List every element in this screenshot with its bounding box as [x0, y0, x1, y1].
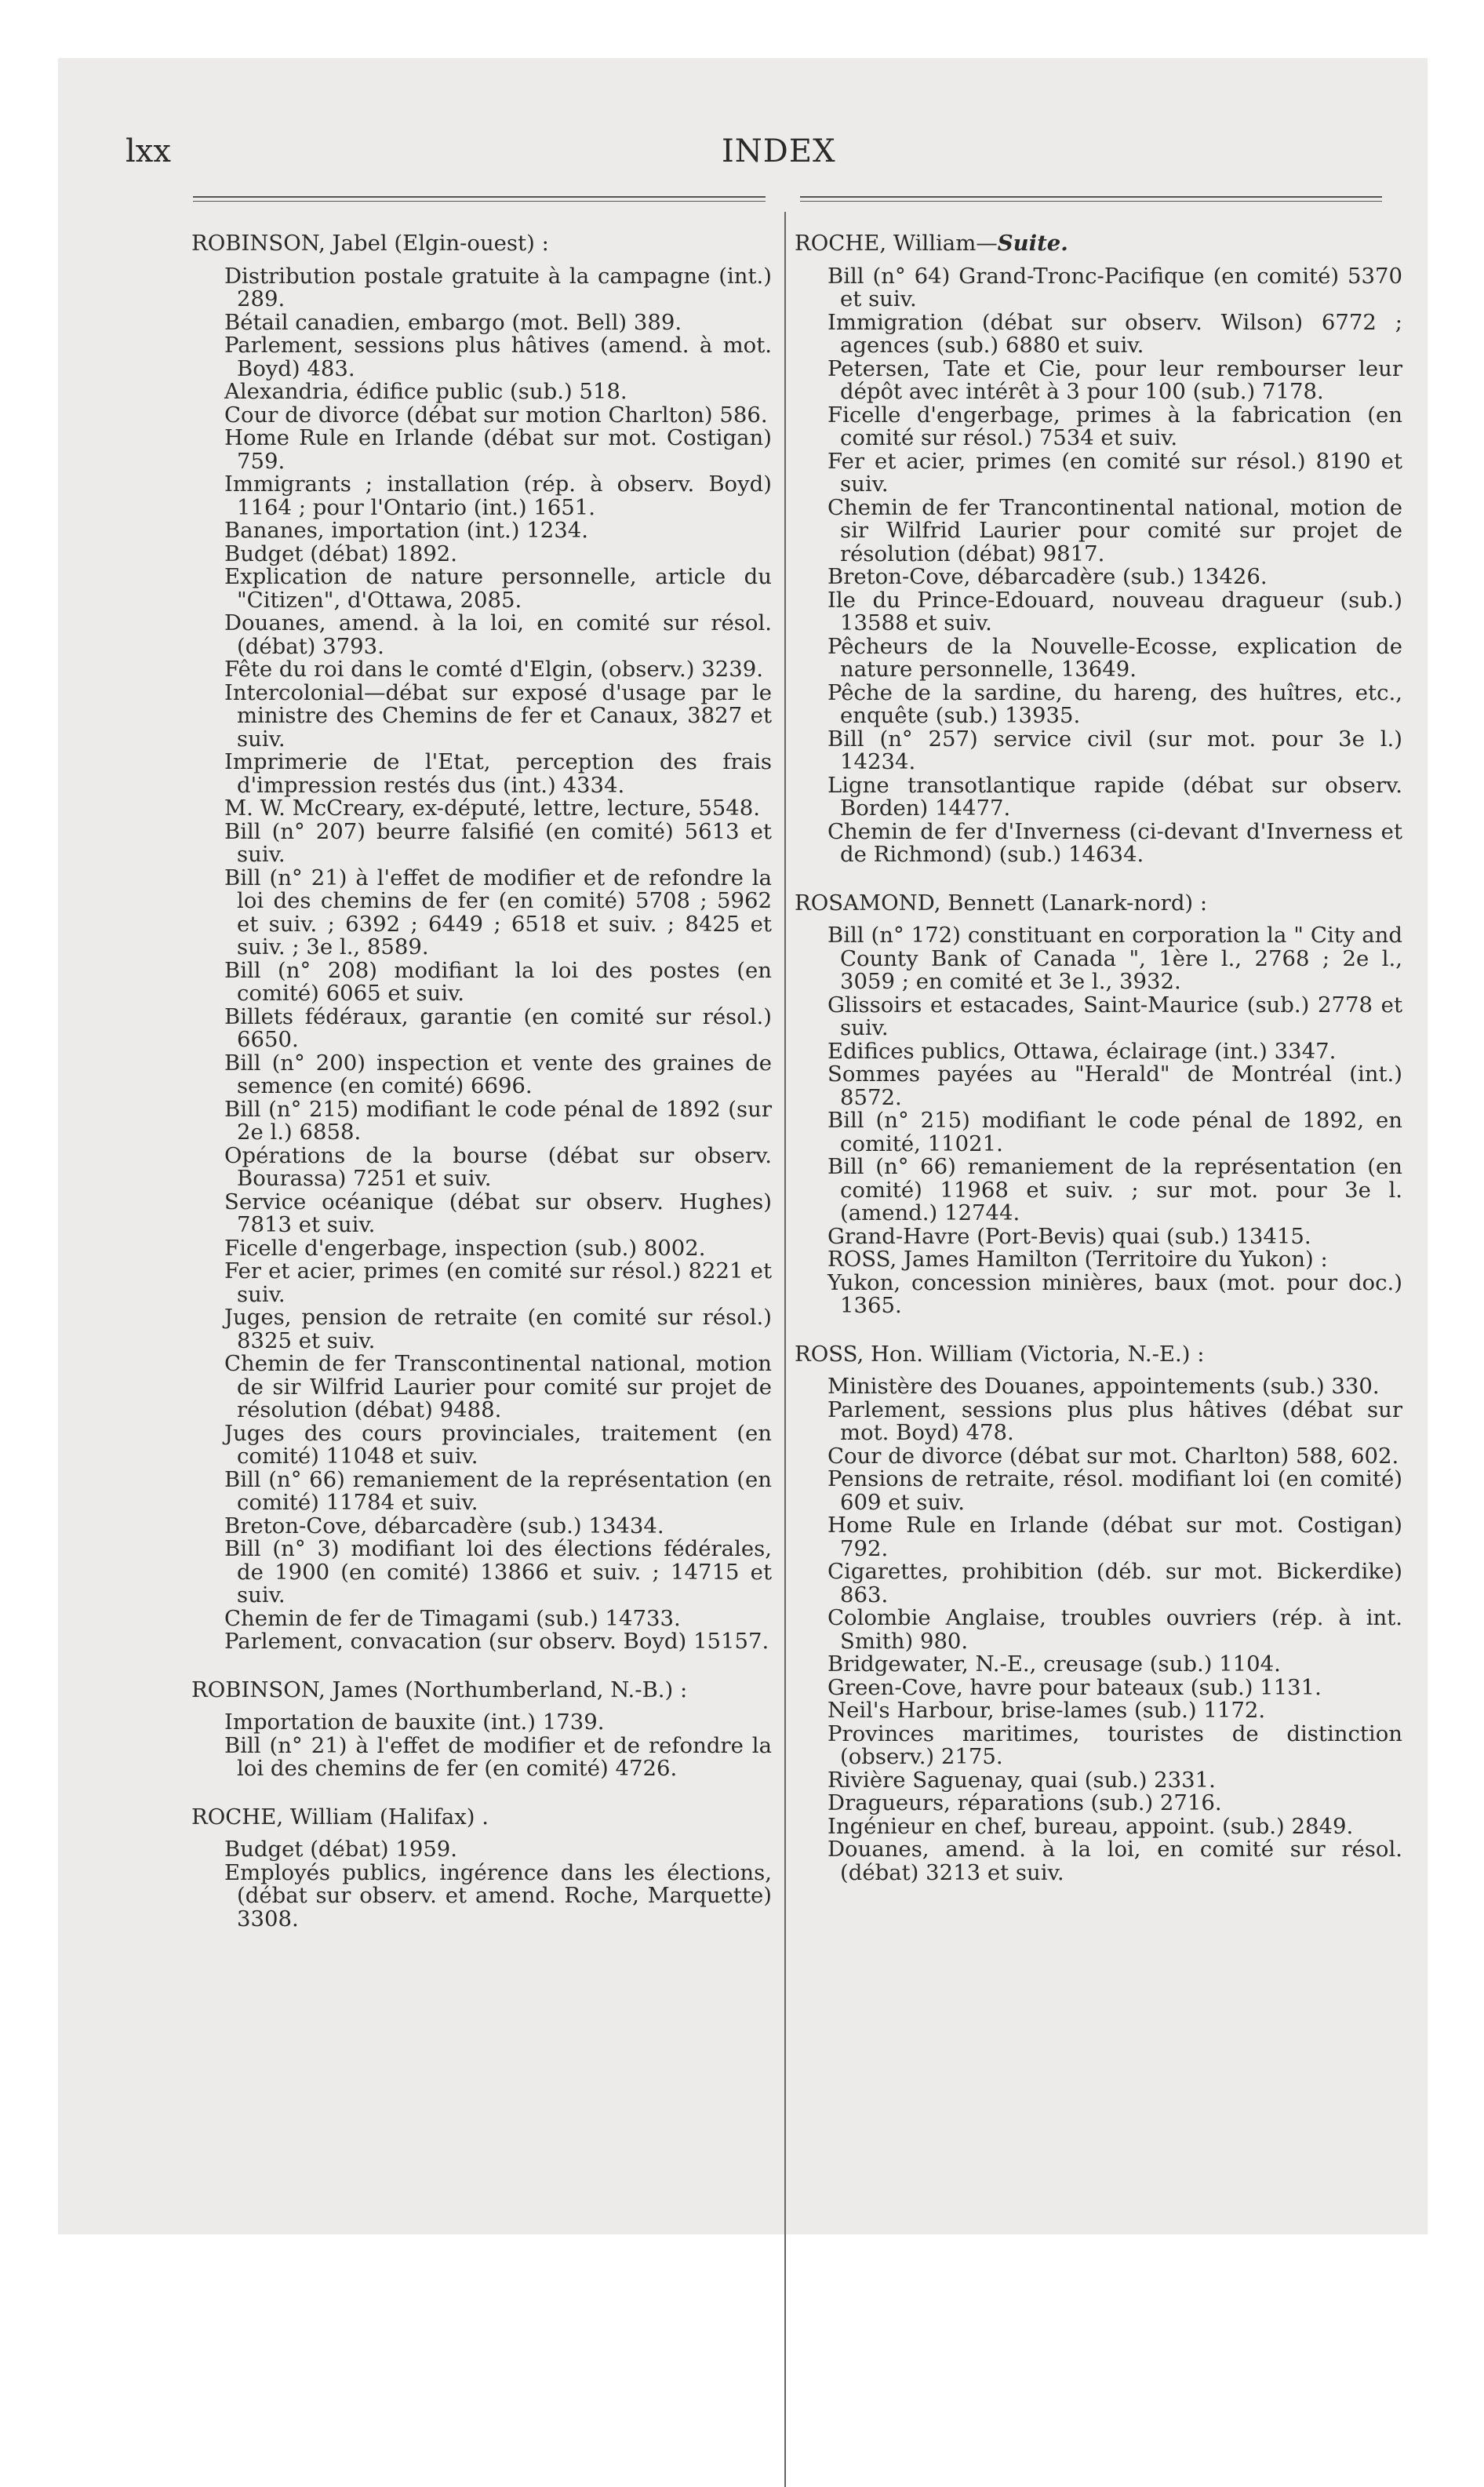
entry-items: [191, 265, 772, 1654]
entry-item: Breton-Cove, débarcadère (sub.) 13426.: [827, 564, 1268, 589]
entry-item: Opérations de la bourse (débat sur observ. Bourassa) 7251 et suiv.: [224, 1142, 772, 1191]
entry-item: Pensions de retraite, résol. modifiant loi (en comité) 609 et suiv.: [827, 1466, 1402, 1515]
index-entry: [191, 1679, 772, 1781]
entry-item: Grand-Havre (Port-Bevis) quai (sub.) 13415.: [827, 1223, 1311, 1249]
entry-item: Service océanique (débat sur observ. Hughes) 7813 et suiv.: [224, 1189, 772, 1237]
entry-item: Bétail canadien, embargo (mot. Bell) 389.: [224, 309, 682, 335]
index-entry: [795, 232, 1402, 867]
entry-name-text: ROCHE, William (Halifax) .: [191, 1804, 489, 1830]
entry-item: Parlement, sessions plus plus hâtives (débat sur mot. Boyd) 478.: [827, 1396, 1402, 1445]
entry-name: [191, 1679, 772, 1702]
entry-item: Pêche de la sardine, du hareng, des huîtres, etc., enquête (sub.) 13935.: [827, 679, 1402, 728]
entry-name: [191, 232, 772, 256]
entry-item: Douanes, amend. à la loi, en comité sur résol. (débat) 3213 et suiv.: [827, 1837, 1402, 1885]
entry-item: Chemin de fer d'Inverness (ci-devant d'Inverness et de Richmond) (sub.) 14634.: [827, 818, 1402, 867]
entry-item: Colombie Anglaise, troubles ouvriers (rép. à int. Smith) 980.: [827, 1605, 1402, 1654]
right-column: [795, 232, 1402, 1910]
header-rule-right: [800, 196, 1382, 198]
index-entry: [795, 1343, 1402, 1885]
entry-item: Chemin de fer Transcontinental national, motion de sir Wilfrid Laurier pour comité sur projet de résolution (débat) 9488.: [224, 1351, 772, 1422]
entry-item: Bill (n° 172) constituant en corporation la " City and County Bank of Canada ", 1ère l., 2768 ; 2e l., 3059 ; en comité et 3e l., 3932.: [827, 923, 1402, 994]
entry-item: Ile du Prince-Edouard, nouveau dragueur (sub.) 13588 et suiv.: [827, 587, 1402, 635]
header-rule-left-lower: [193, 201, 766, 202]
entry-item: Petersen, Tate et Cie, pour leur rembourser leur dépôt avec intérêt à 3 pour 100 (sub.) 7178.: [827, 355, 1402, 404]
entry-item: Budget (débat) 1959.: [224, 1837, 458, 1862]
entry-item: Explication de nature personnelle, article du "Citizen", d'Ottawa, 2085.: [224, 564, 772, 613]
entry-item: Cigarettes, prohibition (déb. sur mot. Bickerdike) 863.: [827, 1559, 1402, 1608]
entry-item: Juges, pension de retraite (en comité sur résol.) 8325 et suiv.: [224, 1305, 772, 1353]
entry-item: Neil's Harbour, brise-lames (sub.) 1172.: [827, 1698, 1266, 1723]
entry-item: M. W. McCreary, ex-député, lettre, lecture, 5548.: [224, 796, 761, 821]
entry-items: [795, 265, 1402, 867]
entry-name: [795, 1343, 1402, 1367]
entry-item: Distribution postale gratuite à la campagne (int.) 289.: [224, 263, 772, 311]
entry-name-suffix: Suite.: [997, 231, 1068, 256]
entry-item: Dragueurs, réparations (sub.) 2716.: [827, 1790, 1222, 1815]
entry-item: Chemin de fer de Timagami (sub.) 14733.: [224, 1605, 681, 1631]
entry-items: [191, 1711, 772, 1781]
entry-item: ROSS, James Hamilton (Territoire du Yukon) :: [827, 1247, 1328, 1272]
entry-item: Ministère des Douanes, appointements (sub.) 330.: [827, 1374, 1380, 1399]
entry-item: Cour de divorce (débat sur motion Charlton) 586.: [224, 402, 768, 428]
entry-item: Immigration (débat sur observ. Wilson) 6772 ; agences (sub.) 6880 et suiv.: [827, 309, 1402, 358]
entry-name: [191, 1806, 772, 1830]
entry-item: Bill (n° 21) à l'effet de modifier et de refondre la loi des chemins de fer (en comité) 5708 ; 5962 et suiv. ; 6392 ; 6449 ; 6518 et suiv. ; 8425 et suiv. ; 3e l., 8589.: [224, 865, 772, 959]
entry-items: [191, 1838, 772, 1931]
entry-name-text: ROSAMOND, Bennett (Lanark-nord) :: [795, 890, 1208, 916]
page-number: lxx: [125, 133, 171, 169]
entry-name: [795, 892, 1402, 916]
entry-item: Bill (n° 66) remaniement de la représentation (en comité) 11784 et suiv.: [224, 1466, 772, 1515]
entry-item: Bill (n° 207) beurre falsifié (en comité) 5613 et suiv.: [224, 818, 772, 867]
entry-item: Glissoirs et estacades, Saint-Maurice (sub.) 2778 et suiv.: [827, 992, 1402, 1040]
left-column: [191, 232, 772, 1956]
entry-item: Ligne transotlantique rapide (débat sur observ. Borden) 14477.: [827, 772, 1402, 821]
entry-item: Edifices publics, Ottawa, éclairage (int.) 3347.: [827, 1038, 1337, 1064]
entry-item: Ingénieur en chef, bureau, appoint. (sub.) 2849.: [827, 1813, 1354, 1839]
entry-item: Alexandria, édifice public (sub.) 518.: [224, 379, 627, 404]
entry-items: [795, 1375, 1402, 1884]
entry-item: Fer et acier, primes (en comité sur résol.) 8221 et suiv.: [224, 1258, 772, 1307]
entry-name: [795, 232, 1402, 256]
page-title: INDEX: [722, 133, 836, 169]
entry-item: Bananes, importation (int.) 1234.: [224, 518, 588, 543]
entry-item: Bill (n° 257) service civil (sur mot. pour 3e l.) 14234.: [827, 726, 1402, 774]
entry-item: Juges des cours provinciales, traitement (en comité) 11048 et suiv.: [224, 1420, 772, 1469]
entry-item: Douanes, amend. à la loi, en comité sur résol. (débat) 3793.: [224, 610, 772, 659]
index-entry: [191, 232, 772, 1654]
entry-name-text: ROBINSON, James (Northumberland, N.-B.) :: [191, 1677, 688, 1702]
index-entry: [795, 892, 1402, 1318]
entry-item: Ficelle d'engerbage, inspection (sub.) 8002.: [224, 1235, 706, 1261]
entry-item: Bill (n° 200) inspection et vente des graines de semence (en comité) 6696.: [224, 1050, 772, 1098]
entry-items: [795, 924, 1402, 1318]
entry-name-text: ROCHE, William—: [795, 231, 998, 256]
header-rule-right-lower: [800, 201, 1382, 202]
entry-item: Pêcheurs de la Nouvelle-Ecosse, explication de nature personnelle, 13649.: [827, 633, 1402, 682]
entry-item: Provinces maritimes, touristes de distinction (observ.) 2175.: [827, 1721, 1402, 1769]
page-header: [125, 133, 1380, 173]
entry-item: Bill (n° 215) modifiant le code pénal de 1892, en comité, 11021.: [827, 1108, 1402, 1156]
index-entry: [191, 1806, 772, 1932]
entry-item: Breton-Cove, débarcadère (sub.) 13434.: [224, 1513, 664, 1538]
entry-item: Immigrants ; installation (rép. à observ. Boyd) 1164 ; pour l'Ontario (int.) 1651.: [224, 472, 772, 520]
entry-item: Bill (n° 3) modifiant loi des élections fédérales, de 1900 (en comité) 13866 et suiv. ; 14715 et suiv.: [224, 1536, 772, 1608]
entry-item: Budget (débat) 1892.: [224, 541, 458, 566]
entry-item: Bill (n° 21) à l'effet de modifier et de refondre la loi des chemins de fer (en comité) 4726.: [224, 1732, 772, 1781]
entry-item: Fête du roi dans le comté d'Elgin, (observ.) 3239.: [224, 657, 763, 682]
entry-item: Fer et acier, primes (en comité sur résol.) 8190 et suiv.: [827, 448, 1402, 497]
entry-item: Employés publics, ingérence dans les élections, (débat sur observ. et amend. Roche, Marquette) 3308.: [224, 1859, 772, 1932]
entry-item: Parlement, sessions plus hâtives (amend. à mot. Boyd) 483.: [224, 333, 772, 381]
entry-item: Importation de bauxite (int.) 1739.: [224, 1710, 605, 1735]
entry-item: Green-Cove, havre pour bateaux (sub.) 1131.: [827, 1674, 1322, 1700]
entry-item: Intercolonial—débat sur exposé d'usage par le ministre des Chemins de fer et Canaux, 3827 et suiv.: [224, 679, 772, 752]
entry-name-text: ROBINSON, Jabel (Elgin-ouest) :: [191, 231, 549, 256]
entry-item: Bill (n° 208) modifiant la loi des postes (en comité) 6065 et suiv.: [224, 957, 772, 1006]
entry-item: Home Rule en Irlande (débat sur mot. Costigan) 759.: [224, 425, 772, 474]
entry-item: Yukon, concession minières, baux (mot. pour doc.) 1365.: [827, 1269, 1402, 1318]
entry-item: Parlement, convacation (sur observ. Boyd) 15157.: [224, 1629, 769, 1654]
entry-item: Sommes payées au "Herald" de Montréal (int.) 8572.: [827, 1061, 1402, 1110]
entry-item: Chemin de fer Trancontinental national, motion de sir Wilfrid Laurier pour comité sur projet de résolution (débat) 9817.: [827, 494, 1402, 566]
column-divider: [784, 212, 786, 2487]
entry-name-text: ROSS, Hon. William (Victoria, N.-E.) :: [795, 1341, 1205, 1367]
entry-item: Bill (n° 66) remaniement de la représentation (en comité) 11968 et suiv. ; sur mot. pour 3e l. (amend.) 12744.: [827, 1154, 1402, 1225]
entry-item: Ficelle d'engerbage, primes à la fabrication (en comité sur résol.) 7534 et suiv.: [827, 402, 1402, 450]
entry-item: Home Rule en Irlande (débat sur mot. Costigan) 792.: [827, 1513, 1402, 1561]
entry-item: Imprimerie de l'Etat, perception des frais d'impression restés dus (int.) 4334.: [224, 749, 772, 798]
entry-item: Rivière Saguenay, quai (sub.) 2331.: [827, 1767, 1216, 1793]
entry-item: Cour de divorce (débat sur mot. Charlton) 588, 602.: [827, 1443, 1399, 1469]
entry-item: Bill (n° 64) Grand-Tronc-Pacifique (en comité) 5370 et suiv.: [827, 263, 1402, 311]
entry-item: Bill (n° 215) modifiant le code pénal de 1892 (sur 2e l.) 6858.: [224, 1096, 772, 1145]
entry-item: Bridgewater, N.-E., creusage (sub.) 1104.: [827, 1651, 1281, 1677]
header-rule-left: [193, 196, 766, 198]
entry-item: Billets fédéraux, garantie (en comité sur résol.) 6650.: [224, 1003, 772, 1052]
